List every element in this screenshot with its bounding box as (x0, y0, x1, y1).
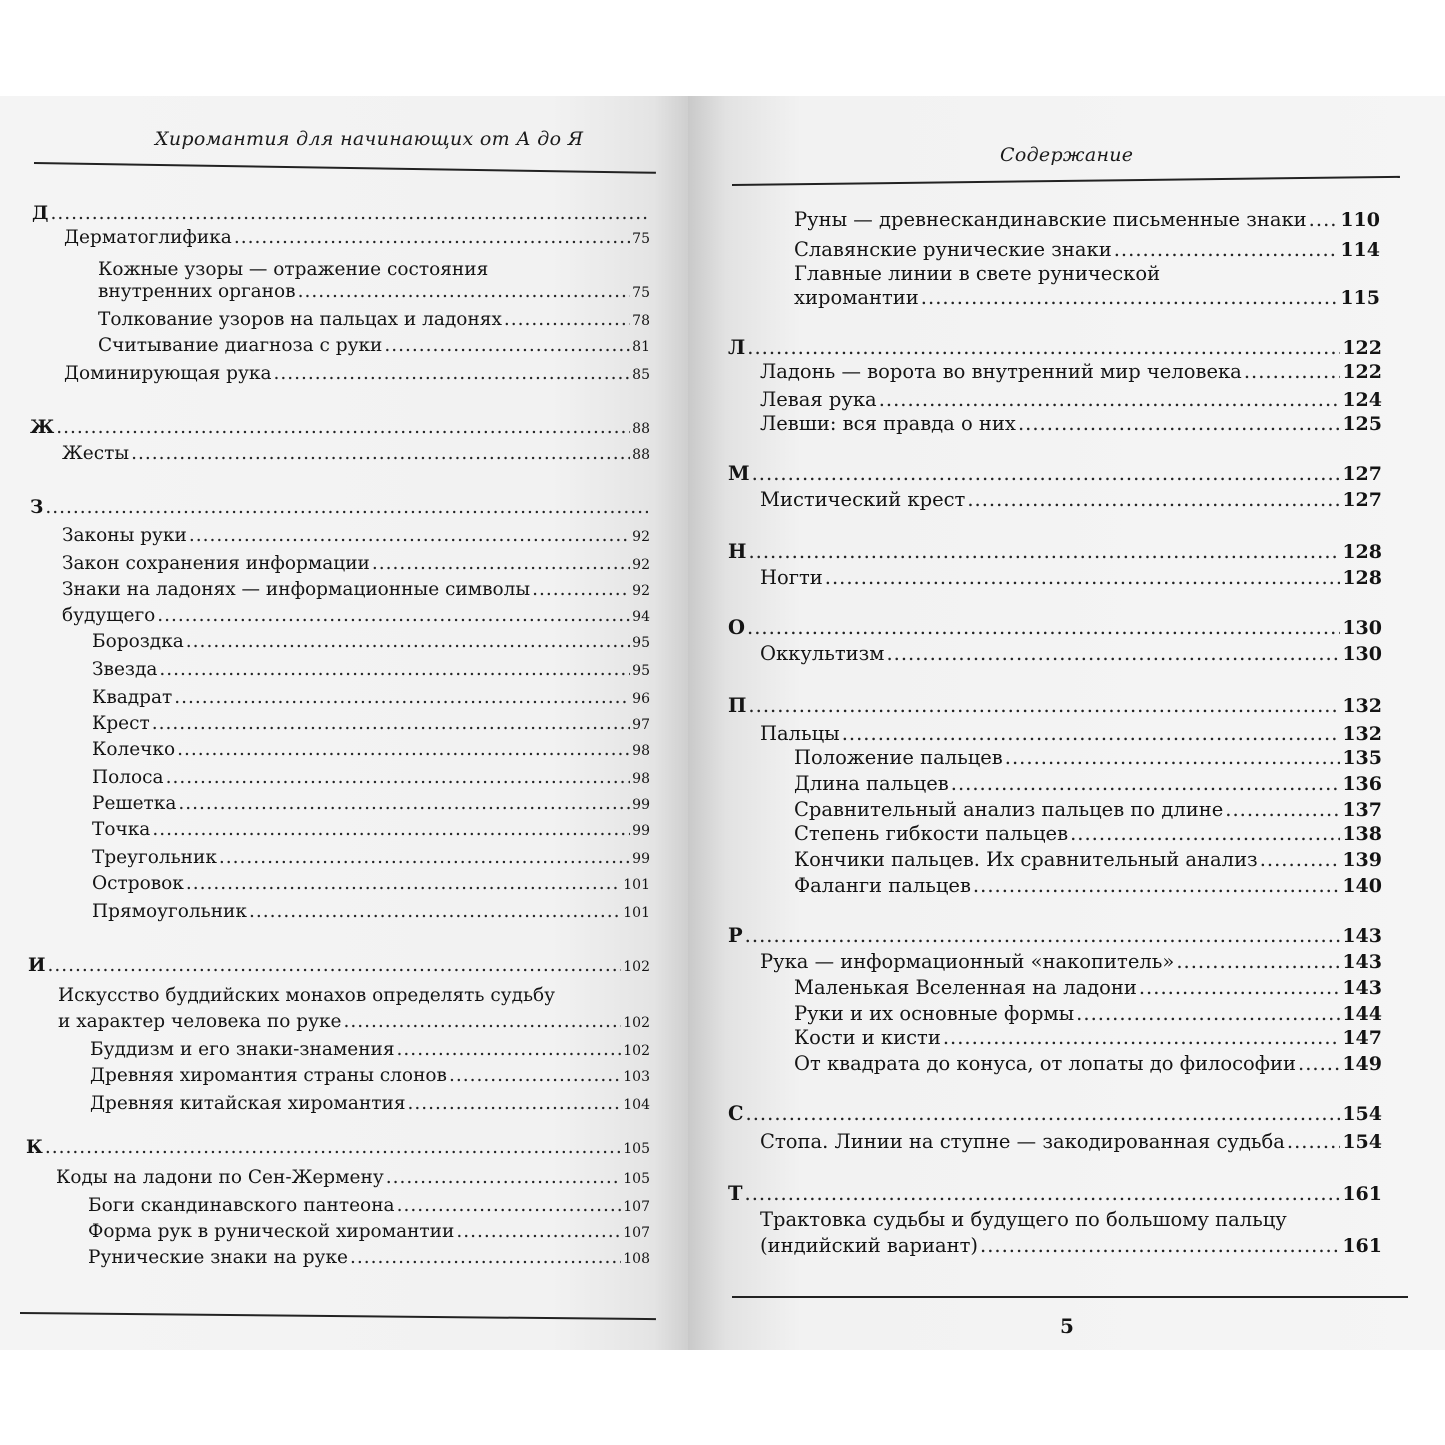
toc-entry: Кости и кисти ..... 147 (794, 1026, 1382, 1050)
toc-entry: Считывание диагноза с руки ..... 81 (98, 334, 650, 359)
toc-entry: От квадрата до конуса, от лопаты до философии ..... 149 (794, 1052, 1382, 1076)
toc-entry: Древняя хиромантия страны слонов ..... 103 (90, 1064, 650, 1089)
toc-entry: Рунические знаки на руке ..... 108 (88, 1246, 650, 1271)
toc-entry: Коды на ладони по Сен-Жермену ..... 105 (56, 1166, 650, 1191)
right-page (688, 96, 1445, 1350)
toc-entry: Пальцы ..... 132 (760, 722, 1382, 746)
toc-entry: и характер человека по руке ..... 102 (58, 1010, 650, 1035)
toc-entry: Славянские рунические знаки ..... 114 (794, 238, 1380, 262)
toc-entry: Сравнительный анализ пальцев по длине ..... 137 (794, 798, 1382, 822)
left-page (0, 96, 688, 1350)
toc-letter-i: И ..... 102 (28, 954, 650, 979)
book-spread (0, 96, 1445, 1350)
toc-entry: Крест ..... 97 (92, 712, 650, 737)
toc-entry: хиромантии ..... 115 (794, 286, 1380, 310)
header-rule-right (732, 176, 1400, 186)
toc-entry: Полоса ..... 98 (92, 766, 650, 791)
toc-entry: Левши: вся правда о них ..... 125 (760, 412, 1382, 436)
toc-entry: Толкование узоров на пальцах и ладонях ..... 78 (98, 308, 650, 333)
toc-letter-t: Т ..... 161 (728, 1182, 1382, 1206)
toc-entry: Руки и их основные формы ..... 144 (794, 1002, 1382, 1026)
toc-entry: Мистический крест ..... 127 (760, 488, 1382, 512)
running-head-right: Содержание (1000, 144, 1134, 166)
toc-entry: Маленькая Вселенная на ладони ..... 143 (794, 976, 1382, 1000)
toc-entry: Закон сохранения информации ..... 92 (62, 552, 650, 577)
toc-letter-z: З ..... (30, 496, 650, 520)
toc-entry: Точка ..... 99 (92, 818, 650, 843)
toc-entry-wrap: Главные линии в свете рунической (794, 262, 1161, 285)
toc-entry: Ладонь — ворота во внутренний мир человека ..... 122 (760, 360, 1382, 384)
toc-entry: Форма рук в рунической хиромантии ..... 107 (88, 1220, 650, 1245)
toc-entry: Колечко ..... 98 (92, 738, 650, 763)
toc-letter-k: К ..... 105 (26, 1136, 650, 1161)
toc-letter-r: Р ..... 143 (728, 924, 1382, 948)
toc-entry: Древняя китайская хиромантия ..... 104 (90, 1092, 650, 1117)
toc-entry: Жесты ..... 88 (62, 442, 650, 467)
toc-entry: Доминирующая рука ..... 85 (64, 362, 650, 387)
toc-entry: Прямоугольник ..... 101 (92, 900, 650, 925)
toc-entry: Положение пальцев ..... 135 (794, 746, 1382, 770)
toc-entry: Знаки на ладонях — информационные символы ..... 92 (62, 578, 650, 603)
toc-entry: Бороздка ..... 95 (92, 630, 650, 655)
toc-entry: Звезда ..... 95 (92, 658, 650, 683)
footer-rule-left (20, 1312, 656, 1320)
toc-letter-n: Н ..... 128 (728, 540, 1382, 564)
toc-entry-wrap: Трактовка судьбы и будущего по большому пальцу (760, 1208, 1287, 1231)
toc-entry: Буддизм и его знаки-знамения ..... 102 (90, 1038, 650, 1063)
running-head-left: Хиромантия для начинающих от А до Я (155, 128, 584, 150)
toc-entry: Оккультизм ..... 130 (760, 642, 1382, 666)
toc-letter-l: Л ..... 122 (728, 336, 1382, 360)
toc-letter-zh: Ж ..... 88 (30, 416, 650, 441)
toc-entry: (индийский вариант) ..... 161 (760, 1234, 1382, 1258)
toc-letter-p: П ..... 132 (728, 694, 1382, 718)
toc-letter-s: С ..... 154 (728, 1102, 1382, 1126)
header-rule-left (34, 162, 656, 174)
toc-entry: будущего ..... 94 (62, 604, 650, 629)
toc-entry: Решетка ..... 99 (92, 792, 650, 817)
toc-letter-d: Д ..... (32, 202, 650, 226)
toc-entry-wrap: Кожные узоры — отражение состояния (98, 259, 489, 280)
toc-entry: Боги скандинавского пантеона ..... 107 (88, 1194, 650, 1219)
toc-letter-o: О ..... 130 (728, 616, 1382, 640)
toc-entry: Рука — информационный «накопитель» ..... 143 (760, 950, 1382, 974)
toc-entry: Дерматоглифика ..... 75 (64, 226, 650, 251)
page-number: 5 (1060, 1314, 1074, 1338)
toc-entry: Степень гибкости пальцев ..... 138 (794, 822, 1382, 846)
toc-entry: Руны — древнескандинавские письменные знаки ..... 110 (794, 208, 1380, 232)
toc-entry: Стопа. Линии на ступне — закодированная судьба ..... 154 (760, 1130, 1382, 1154)
toc-entry: Фаланги пальцев ..... 140 (794, 874, 1382, 898)
toc-entry: Квадрат ..... 96 (92, 686, 650, 711)
toc-entry-wrap: Искусство буддийских монахов определять судьбу (58, 985, 556, 1006)
toc-entry: Треугольник ..... 99 (92, 846, 650, 871)
footer-rule-right (732, 1296, 1408, 1298)
toc-entry: Островок ..... 101 (92, 872, 650, 897)
toc-entry: внутренних органов ..... 75 (98, 280, 650, 305)
toc-entry: Ногти ..... 128 (760, 566, 1382, 590)
toc-entry: Левая рука ..... 124 (760, 388, 1382, 412)
toc-entry: Законы руки ..... 92 (62, 524, 650, 549)
toc-entry: Длина пальцев ..... 136 (794, 772, 1382, 796)
toc-entry: Кончики пальцев. Их сравнительный анализ ..... 139 (794, 848, 1382, 872)
toc-letter-m: М ..... 127 (728, 462, 1382, 486)
